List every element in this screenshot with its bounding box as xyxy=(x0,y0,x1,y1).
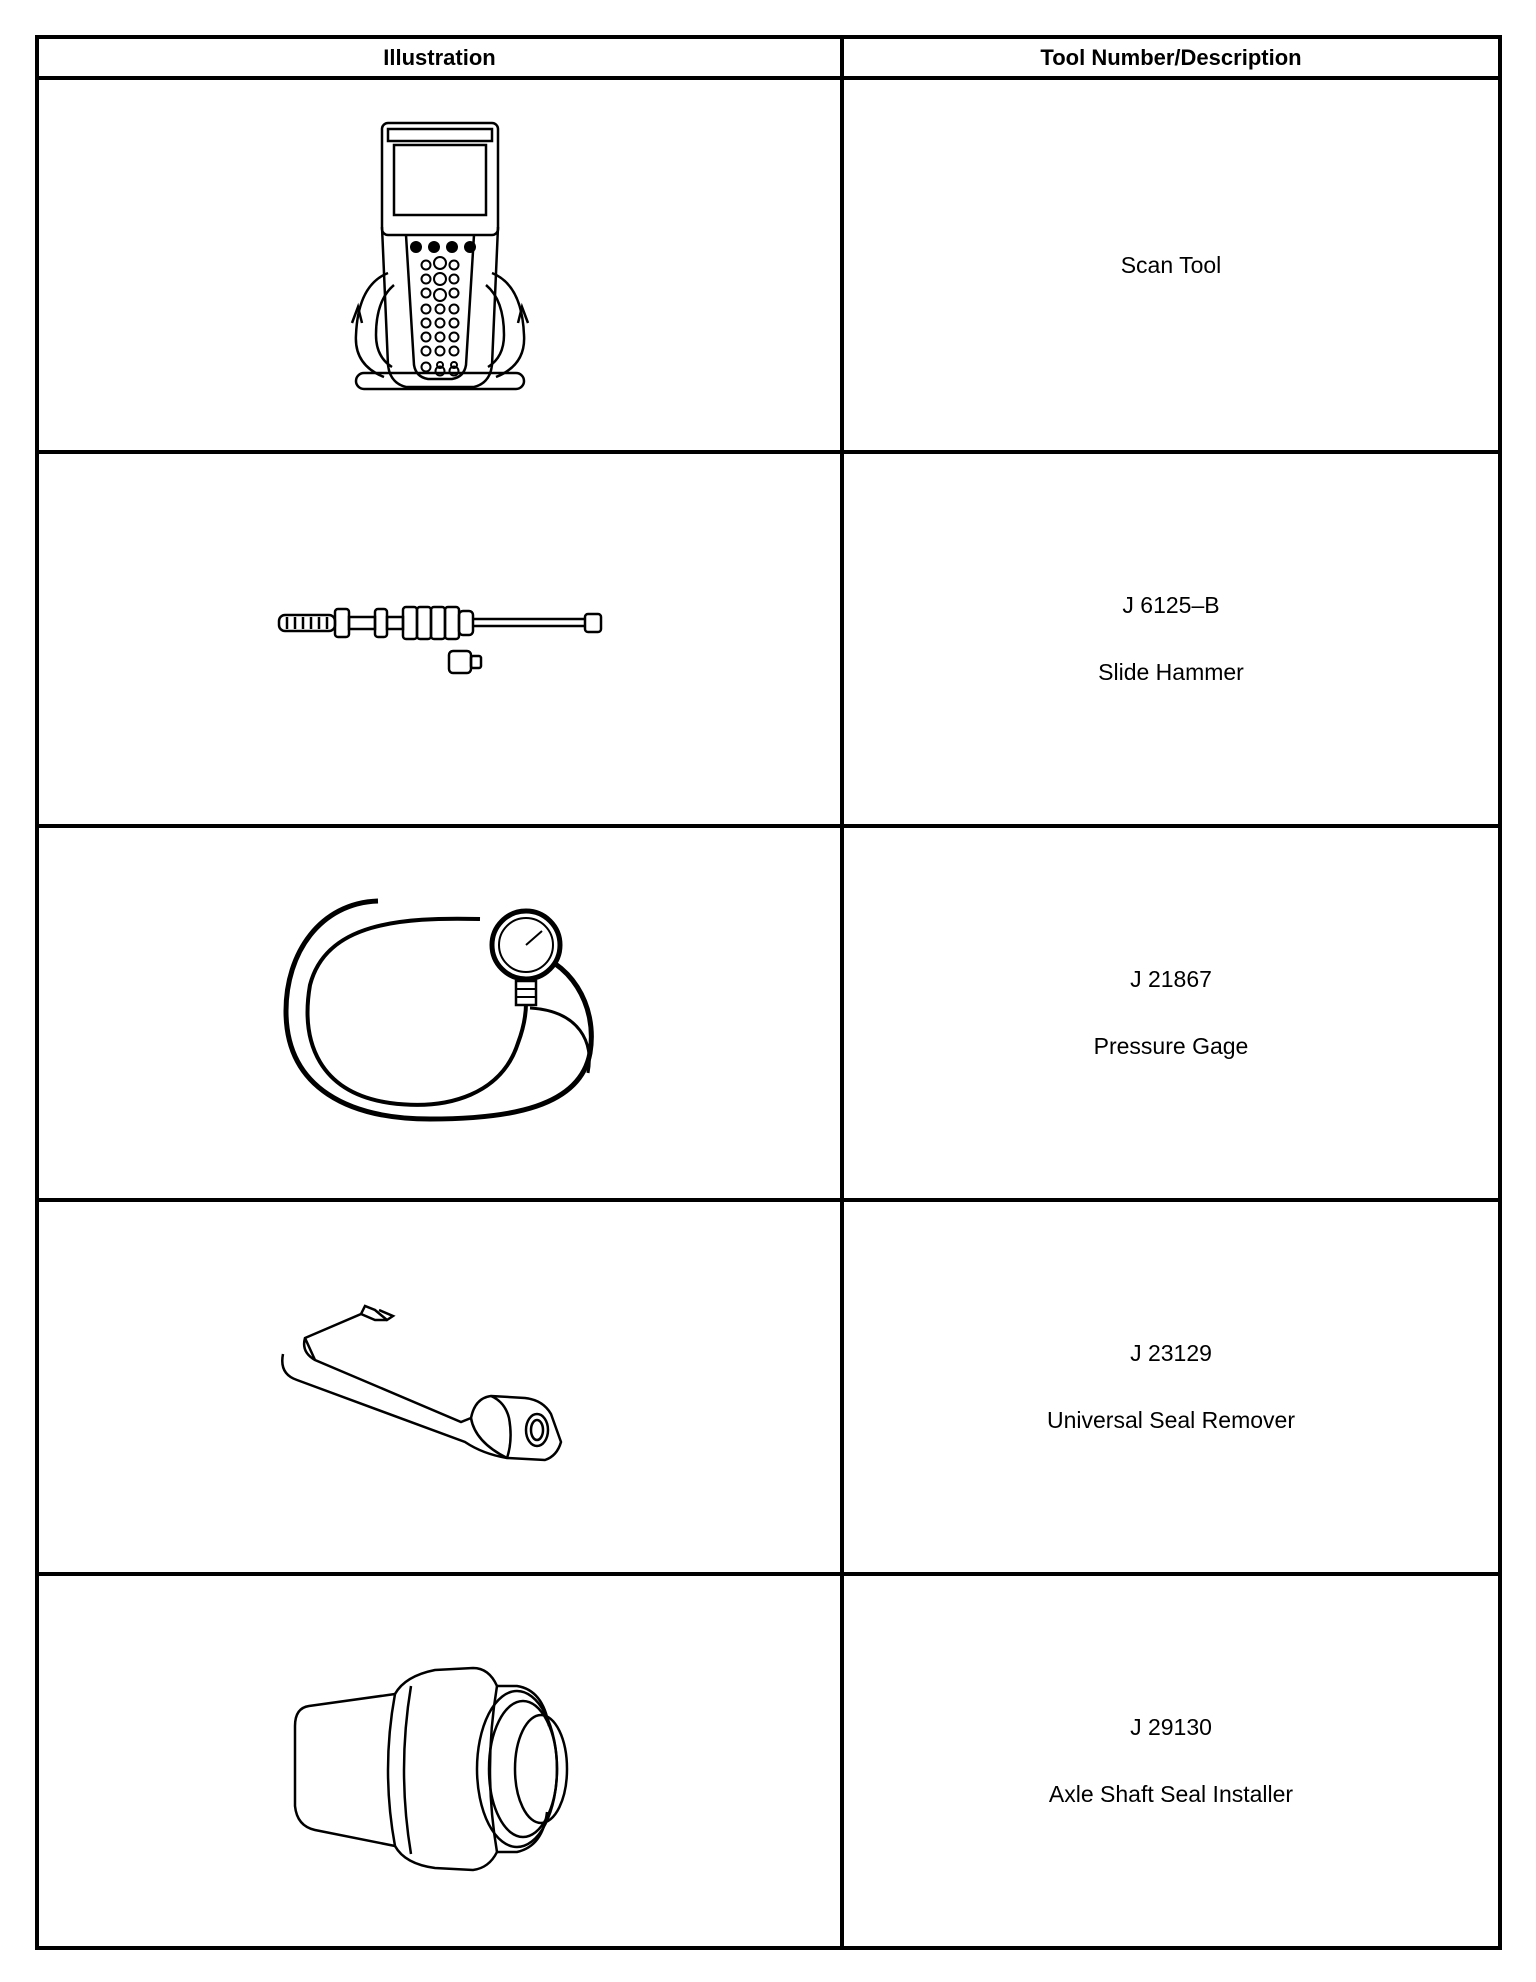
tool-number: J 23129 xyxy=(1130,1340,1212,1366)
special-tools-table xyxy=(35,35,1502,1950)
table-row xyxy=(37,1574,1500,1948)
table-row xyxy=(37,78,1500,452)
tool-description: Pressure Gage xyxy=(1093,1033,1249,1059)
scan-tool-icon xyxy=(340,115,540,415)
tool-number: J 6125–B xyxy=(1122,592,1220,618)
pressure-gage-icon xyxy=(280,893,600,1133)
description-cell xyxy=(842,826,1500,1200)
table-row xyxy=(37,452,1500,826)
illustration-cell xyxy=(37,452,842,826)
tool-number: J 21867 xyxy=(1130,966,1212,992)
tool-description: Slide Hammer xyxy=(1098,659,1244,685)
tool-description: Axle Shaft Seal Installer xyxy=(1048,1781,1294,1807)
description-cell xyxy=(842,1574,1500,1948)
description-cell xyxy=(842,78,1500,452)
table-row xyxy=(37,826,1500,1200)
description-cell xyxy=(842,452,1500,826)
seal-remover-icon xyxy=(275,1302,605,1472)
table-row xyxy=(37,1200,1500,1574)
description-header: Tool Number/Description xyxy=(842,37,1500,78)
seal-installer-icon xyxy=(285,1646,595,1876)
description-cell xyxy=(842,1200,1500,1574)
slide-hammer-icon xyxy=(275,599,605,679)
illustration-cell xyxy=(37,78,842,452)
illustration-cell xyxy=(37,1200,842,1574)
illustration-cell xyxy=(37,1574,842,1948)
illustration-header: Illustration xyxy=(37,37,842,78)
tool-description: Universal Seal Remover xyxy=(1047,1407,1295,1433)
tool-description: Scan Tool xyxy=(1120,251,1222,278)
tool-number: J 29130 xyxy=(1130,1714,1212,1740)
header-row xyxy=(37,37,1500,78)
illustration-cell xyxy=(37,826,842,1200)
